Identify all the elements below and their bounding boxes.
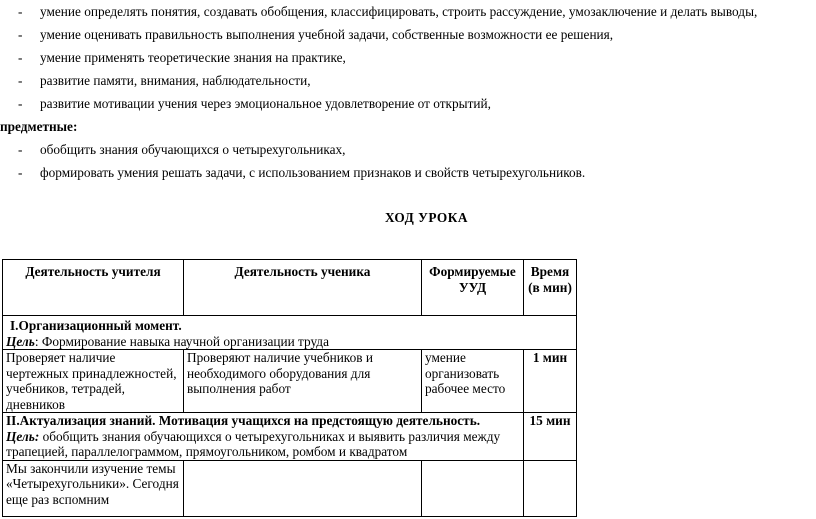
stage1-title-row — [3, 316, 577, 350]
header-time: Время (в мин) — [524, 260, 577, 316]
stage2-content-row — [3, 460, 577, 516]
stage1-content-row — [3, 350, 577, 413]
lesson-table — [2, 259, 577, 517]
stage2-time: 15 мин — [524, 413, 577, 461]
stage1-uud: умение организовать рабочее место — [422, 350, 524, 413]
stage1-goal: Цель: Формирование навыка научной организации труда — [6, 333, 329, 349]
header-teacher: Деятельность учителя — [3, 260, 184, 316]
stage2-teacher: Мы закончили изучение темы «Четырехугольники». Сегодня еще раз вспомним — [3, 460, 184, 516]
stage1-teacher: Проверяет наличие чертежных принадлежностей, учебников, тетрадей, дневников — [3, 350, 184, 413]
table-header-row — [3, 260, 577, 316]
stage2-student — [184, 460, 422, 516]
stage1-student: Проверяют наличие учебников и необходимого оборудования для выполнения работ — [184, 350, 422, 413]
header-student: Деятельность ученика — [184, 260, 422, 316]
stage2-title-row — [3, 413, 577, 461]
header-uud: Формируемые УУД — [422, 260, 524, 316]
stage2-title-cell — [3, 413, 524, 461]
stage2-goal: Цель: обобщить знания обучающихся о четырехугольниках и выявить различия между трапецией, параллелограммом, прямоугольником, ромбом и квадратом — [6, 428, 501, 459]
stage1-title-cell — [3, 316, 577, 350]
subject-heading: предметные: — [0, 119, 78, 134]
stage1-time: 1 мин — [524, 350, 577, 413]
stage2-title: II.Актуализация знаний. Мотивация учащихся на предстоящую деятельность. — [6, 413, 481, 428]
stage2-uud — [422, 460, 524, 516]
stage2-time-empty — [524, 460, 577, 516]
stage1-title: I.Организационный момент. — [10, 318, 182, 333]
lesson-title: ХОД УРОКА — [385, 210, 468, 225]
